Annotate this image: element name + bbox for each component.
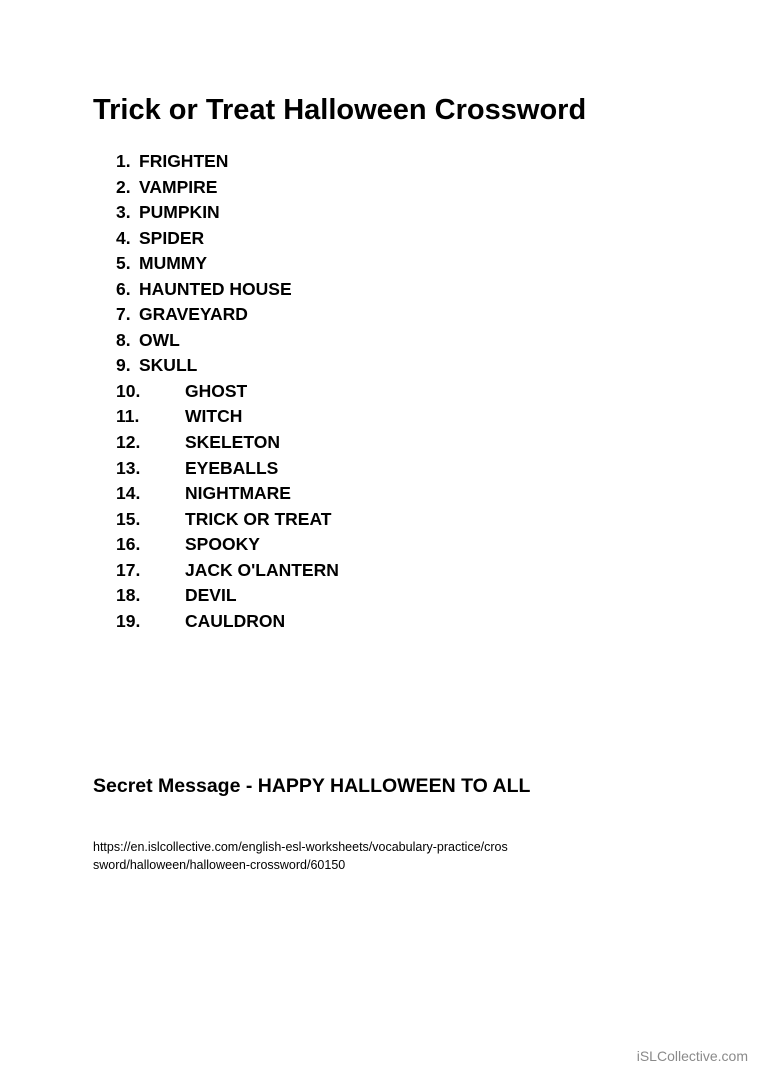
answer-item: [0, 456, 766, 482]
answer-word: NIGHTMARE: [185, 483, 291, 504]
secret-message: Secret Message - HAPPY HALLOWEEN TO ALL: [93, 775, 531, 797]
answer-word: GHOST: [185, 380, 248, 401]
answer-item: [0, 430, 766, 456]
watermark: iSLCollective.com: [636, 1048, 748, 1064]
answer-list: [0, 149, 766, 634]
answer-number: 11.: [116, 406, 140, 427]
answer-item: [0, 404, 766, 430]
answer-item: [0, 200, 766, 226]
answer-word: CAULDRON: [185, 610, 286, 631]
answer-number: 17.: [116, 559, 141, 580]
answer-number: 9.: [116, 355, 131, 376]
answer-number: 6.: [116, 278, 131, 299]
answer-word: SPOOKY: [185, 534, 260, 555]
answer-number: 8.: [116, 329, 131, 350]
answer-word: SKULL: [139, 355, 198, 376]
answer-number: 14.: [116, 483, 141, 504]
answer-word: PUMPKIN: [139, 202, 220, 223]
answer-word: GRAVEYARD: [139, 304, 248, 325]
answer-number: 16.: [116, 534, 141, 555]
answer-word: SPIDER: [139, 227, 205, 248]
answer-word: VAMPIRE: [139, 176, 218, 197]
answer-number: 3.: [116, 202, 131, 223]
answer-item: [0, 277, 766, 303]
answer-number: 18.: [116, 585, 141, 606]
answer-number: 19.: [116, 610, 141, 631]
answer-number: 2.: [116, 176, 131, 197]
answer-item: [0, 379, 766, 405]
page-title: Trick or Treat Halloween Crossword: [93, 94, 587, 126]
answer-word: DEVIL: [185, 585, 237, 606]
answer-word: TRICK OR TREAT: [185, 508, 332, 529]
answer-word: WITCH: [185, 406, 243, 427]
answer-number: 5.: [116, 253, 131, 274]
answer-item: [0, 558, 766, 584]
answer-item: [0, 226, 766, 252]
answer-number: 4.: [116, 227, 131, 248]
source-url: https://en.islcollective.com/english-esl-worksheets/vocabulary-practice/crossword/halloween/halloween-crossword/60150: [93, 840, 508, 872]
answer-item: [0, 507, 766, 533]
answer-word: EYEBALLS: [185, 457, 279, 478]
answer-number: 1.: [116, 151, 131, 171]
answer-word: JACK O'LANTERN: [185, 559, 339, 580]
answer-item: [0, 481, 766, 507]
answer-item: [0, 353, 766, 379]
answer-item: [0, 149, 766, 175]
answer-item: [0, 251, 766, 277]
answer-item: [0, 328, 766, 354]
answer-number: 12.: [116, 432, 141, 453]
answer-item: [0, 532, 766, 558]
answer-word: OWL: [139, 329, 180, 350]
answer-item: [0, 175, 766, 201]
answer-word: MUMMY: [139, 253, 208, 274]
answer-number: 15.: [116, 508, 141, 529]
answer-number: 13.: [116, 457, 141, 478]
answer-word: HAUNTED HOUSE: [139, 278, 292, 299]
answer-item: [0, 583, 766, 609]
answer-number: 10.: [116, 380, 141, 401]
answer-item: [0, 609, 766, 635]
answer-word: SKELETON: [185, 432, 280, 453]
answer-item: [0, 302, 766, 328]
answer-word: FRIGHTEN: [139, 151, 229, 171]
answer-number: 7.: [116, 304, 131, 325]
